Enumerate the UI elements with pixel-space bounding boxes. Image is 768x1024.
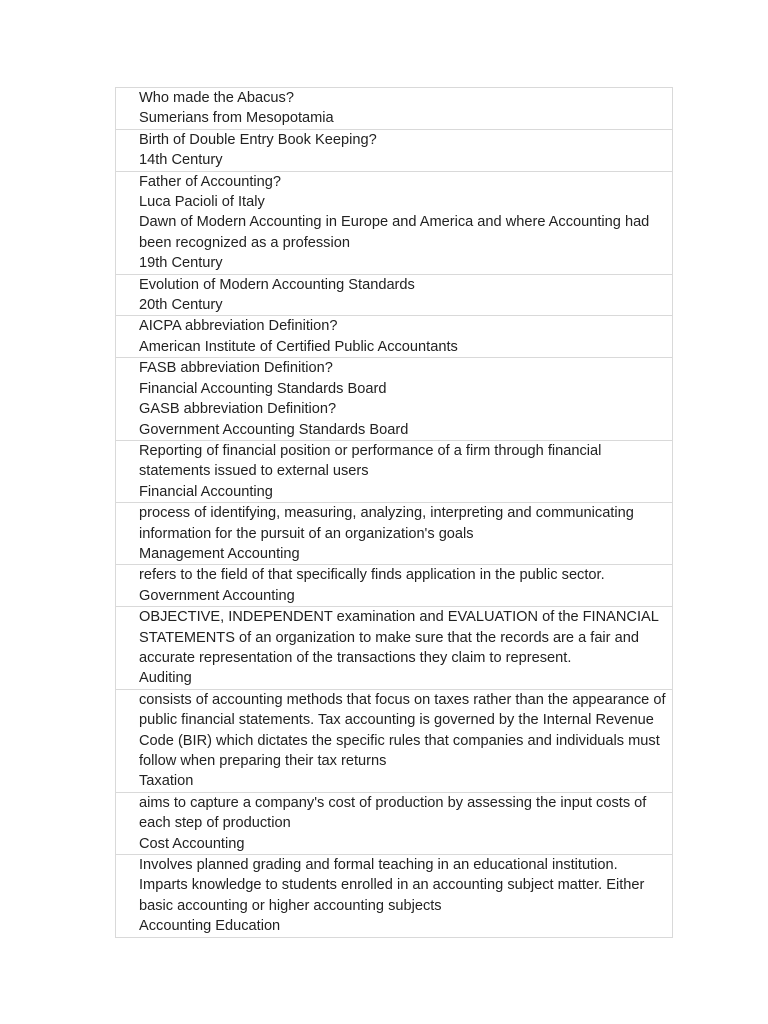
flashcard: [116, 171, 672, 274]
card-answer: Cost Accounting: [139, 835, 245, 852]
flashcard: [116, 564, 672, 606]
card-answer: Luca Pacioli of Italy: [139, 194, 265, 211]
card-answer: 20th Century: [139, 297, 223, 314]
flashcard-list: [115, 87, 673, 938]
card-question: aims to capture a company's cost of production by assessing the input costs of each step of production: [139, 794, 647, 832]
flashcard: [116, 606, 672, 689]
card-question: OBJECTIVE, INDEPENDENT examination and EVALUATION of the FINANCIAL STATEMENTS of an organization to make sure that the records are a fair and accurate representation of the transactions they claim to represent.: [139, 609, 659, 666]
flashcard: [116, 689, 672, 792]
card-answer: Financial Accounting: [139, 483, 273, 500]
flashcard: [116, 792, 672, 854]
card-answer: Government Accounting Standards Board: [139, 421, 409, 438]
card-question: Dawn of Modern Accounting in Europe and America and where Accounting had been recognized as a profession: [139, 214, 650, 251]
flashcard: [116, 440, 672, 502]
card-answer: Sumerians from Mesopotamia: [139, 110, 334, 127]
card-answer: 14th Century: [139, 152, 223, 169]
card-question: Involves planned grading and formal teaching in an educational institution. Imparts knowledge to students enrolled in an accounting subject matter. Either basic accounting or higher accounting subjects: [139, 857, 645, 914]
card-question: process of identifying, measuring, analyzing, interpreting and communicating information for the pursuit of an organization's goals: [139, 505, 634, 542]
card-answer: 19th Century: [139, 255, 223, 272]
card-question: consists of accounting methods that focus on taxes rather than the appearance of public financial statements. Tax accounting is governed by the Internal Revenue Code (BIR) which dictates the specific rules that companies and individuals must follow when preparing their tax returns: [139, 691, 666, 769]
flashcard: [116, 854, 672, 937]
card-answer: Taxation: [139, 773, 194, 790]
card-question: Evolution of Modern Accounting Standards: [139, 276, 415, 293]
card-question: Father of Accounting?: [139, 173, 281, 190]
card-answer: Accounting Education: [139, 918, 281, 935]
card-question: refers to the field of that specifically finds application in the public sector.: [139, 567, 605, 584]
flashcard: [116, 502, 672, 564]
card-answer: Auditing: [139, 670, 192, 687]
flashcard: [116, 88, 672, 129]
card-question: Birth of Double Entry Book Keeping?: [139, 131, 377, 148]
card-question: FASB abbreviation Definition?: [139, 360, 333, 377]
flashcard: [116, 357, 672, 440]
card-answer: Government Accounting: [139, 587, 295, 604]
card-question: AICPA abbreviation Definition?: [139, 318, 338, 335]
card-question: Reporting of financial position or performance of a firm through financial statements issued to external users: [139, 442, 602, 480]
card-answer: Management Accounting: [139, 545, 300, 562]
flashcard: [116, 315, 672, 357]
card-answer: Financial Accounting Standards Board: [139, 380, 387, 397]
card-question: GASB abbreviation Definition?: [139, 401, 337, 418]
card-question: Who made the Abacus?: [139, 90, 294, 106]
flashcard: [116, 129, 672, 171]
flashcard: [116, 274, 672, 316]
card-answer: American Institute of Certified Public Accountants: [139, 338, 458, 355]
